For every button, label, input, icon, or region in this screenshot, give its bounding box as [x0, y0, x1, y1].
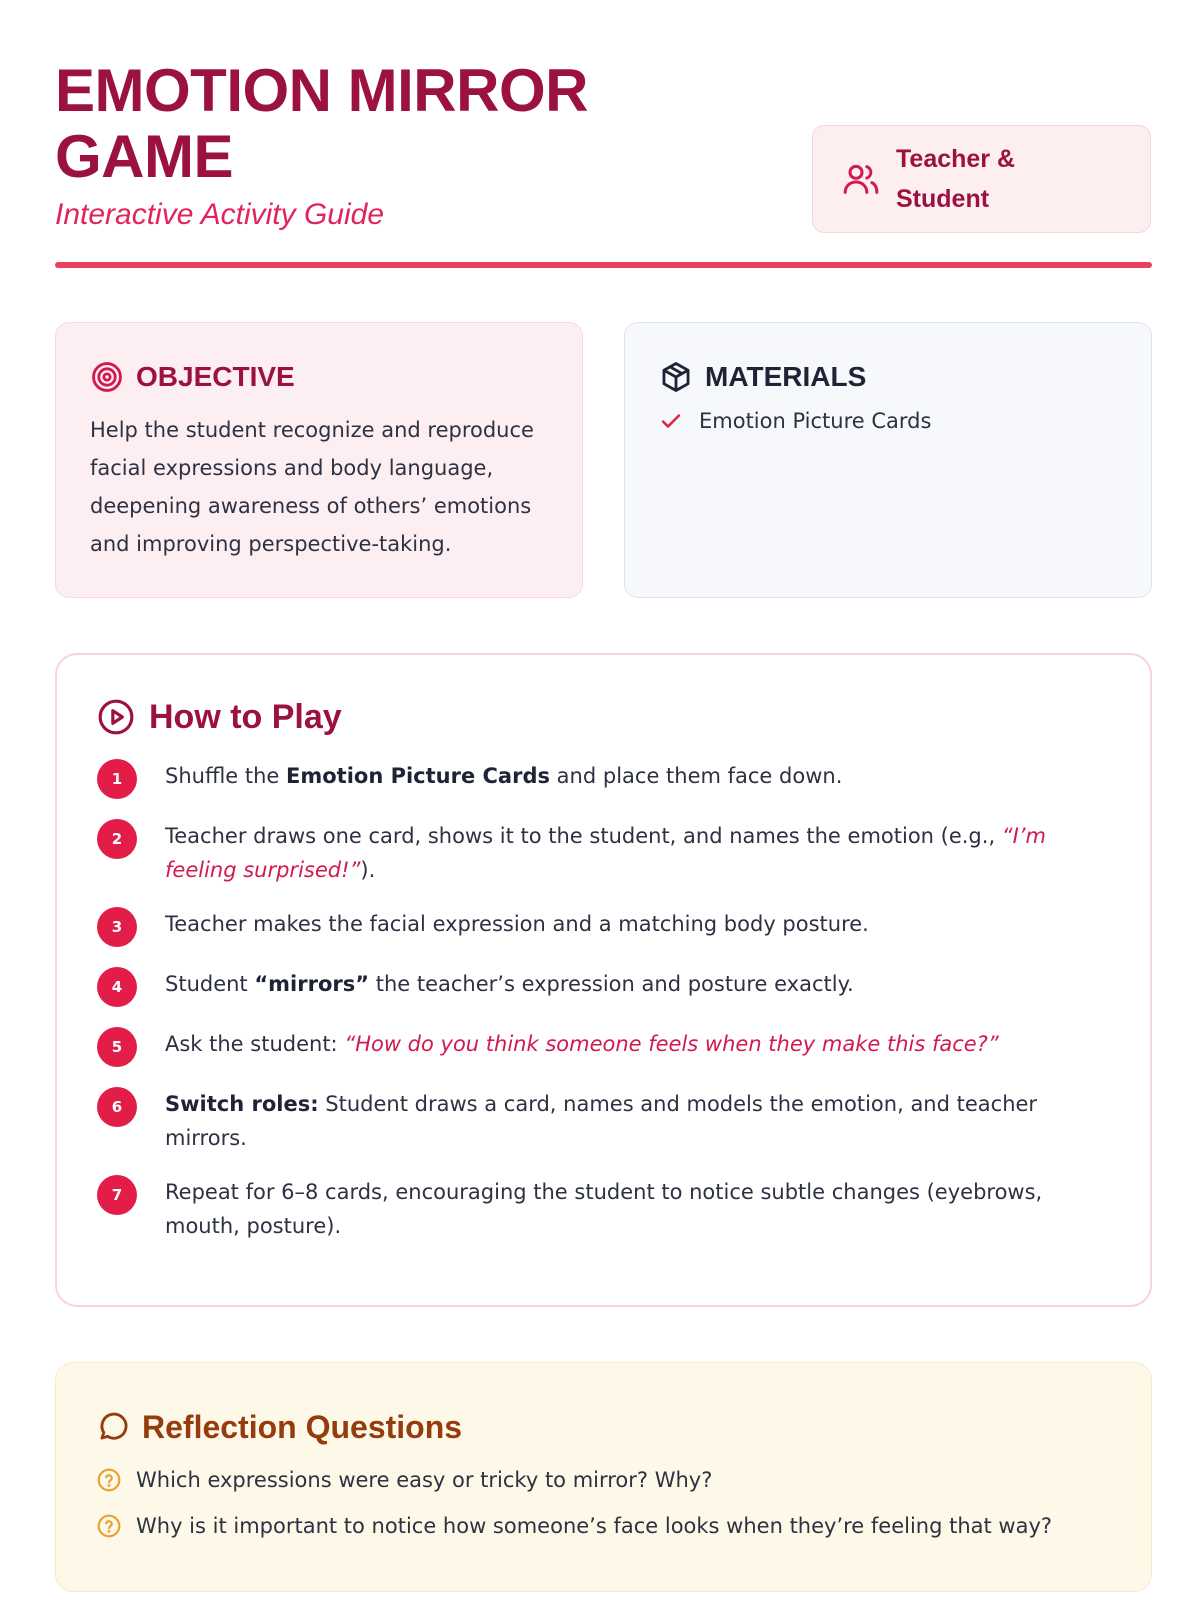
materials-card	[624, 322, 1152, 598]
check-icon	[659, 409, 683, 433]
step-text: Teacher draws one card, shows it to the student, and names the emotion (e.g., “I’m feeling surprised!”).	[165, 824, 1047, 882]
objective-heading: OBJECTIVE	[136, 361, 295, 392]
step-item	[97, 1175, 1110, 1243]
material-item-label: Emotion Picture Cards	[699, 409, 932, 433]
page-title: EMOTION MIRROR GAME	[55, 57, 588, 190]
materials-heading: MATERIALS	[705, 361, 867, 392]
step-text: Ask the student: “How do you think someone feels when they make this face?”	[165, 1032, 999, 1056]
page-header	[55, 58, 1155, 268]
objective-card	[55, 322, 583, 598]
play-circle-icon	[97, 698, 135, 736]
step-number: 3	[97, 907, 137, 947]
steps-list	[97, 759, 1110, 1243]
message-circle-icon	[96, 1410, 130, 1444]
step-text: Repeat for 6–8 cards, encouraging the student to notice subtle changes (eyebrows, mouth, posture).	[165, 1180, 1043, 1238]
step-item	[97, 1087, 1110, 1155]
step-number: 7	[97, 1175, 137, 1215]
step-number: 4	[97, 967, 137, 1007]
question-text: Why is it important to notice how someone’s face looks when they’re feeling that way?	[136, 1514, 1053, 1538]
step-text: Switch roles: Student draws a card, names and models the emotion, and teacher mirrors.	[165, 1092, 1038, 1150]
help-circle-icon	[96, 1467, 122, 1493]
step-number: 2	[97, 819, 137, 859]
step-text: Shuffle the Emotion Picture Cards and place them face down.	[165, 764, 843, 788]
step-number: 1	[97, 759, 137, 799]
step-text: Student “mirrors” the teacher’s expression and posture exactly.	[165, 972, 854, 996]
header-divider	[55, 262, 1152, 268]
target-icon	[90, 360, 124, 394]
help-circle-icon	[96, 1513, 122, 1539]
objective-text: Help the student recognize and reproduce facial expressions and body language, deepening awareness of others’ emotions and improving perspective-taking.	[90, 418, 534, 556]
how-to-play-heading: How to Play	[149, 697, 342, 736]
material-item	[659, 409, 1117, 433]
step-item	[97, 1027, 1110, 1067]
step-text: Teacher makes the facial expression and a matching body posture.	[165, 912, 869, 936]
question-item	[96, 1463, 1111, 1497]
step-number: 5	[97, 1027, 137, 1067]
page-subtitle: Interactive Activity Guide	[55, 198, 385, 231]
step-item	[97, 759, 1110, 799]
role-badge	[812, 125, 1151, 233]
step-item	[97, 907, 1110, 947]
reflection-heading: Reflection Questions	[142, 1408, 463, 1445]
step-number: 6	[97, 1087, 137, 1127]
users-icon	[841, 159, 881, 199]
step-item	[97, 967, 1110, 1007]
how-to-play-card	[55, 653, 1152, 1307]
package-icon	[659, 360, 693, 394]
reflection-card	[55, 1362, 1152, 1592]
step-item	[97, 819, 1110, 887]
role-badge-label: Teacher & Student	[896, 145, 1016, 213]
question-item	[96, 1509, 1111, 1543]
question-text: Which expressions were easy or tricky to mirror? Why?	[136, 1468, 713, 1492]
questions-list	[96, 1463, 1111, 1543]
